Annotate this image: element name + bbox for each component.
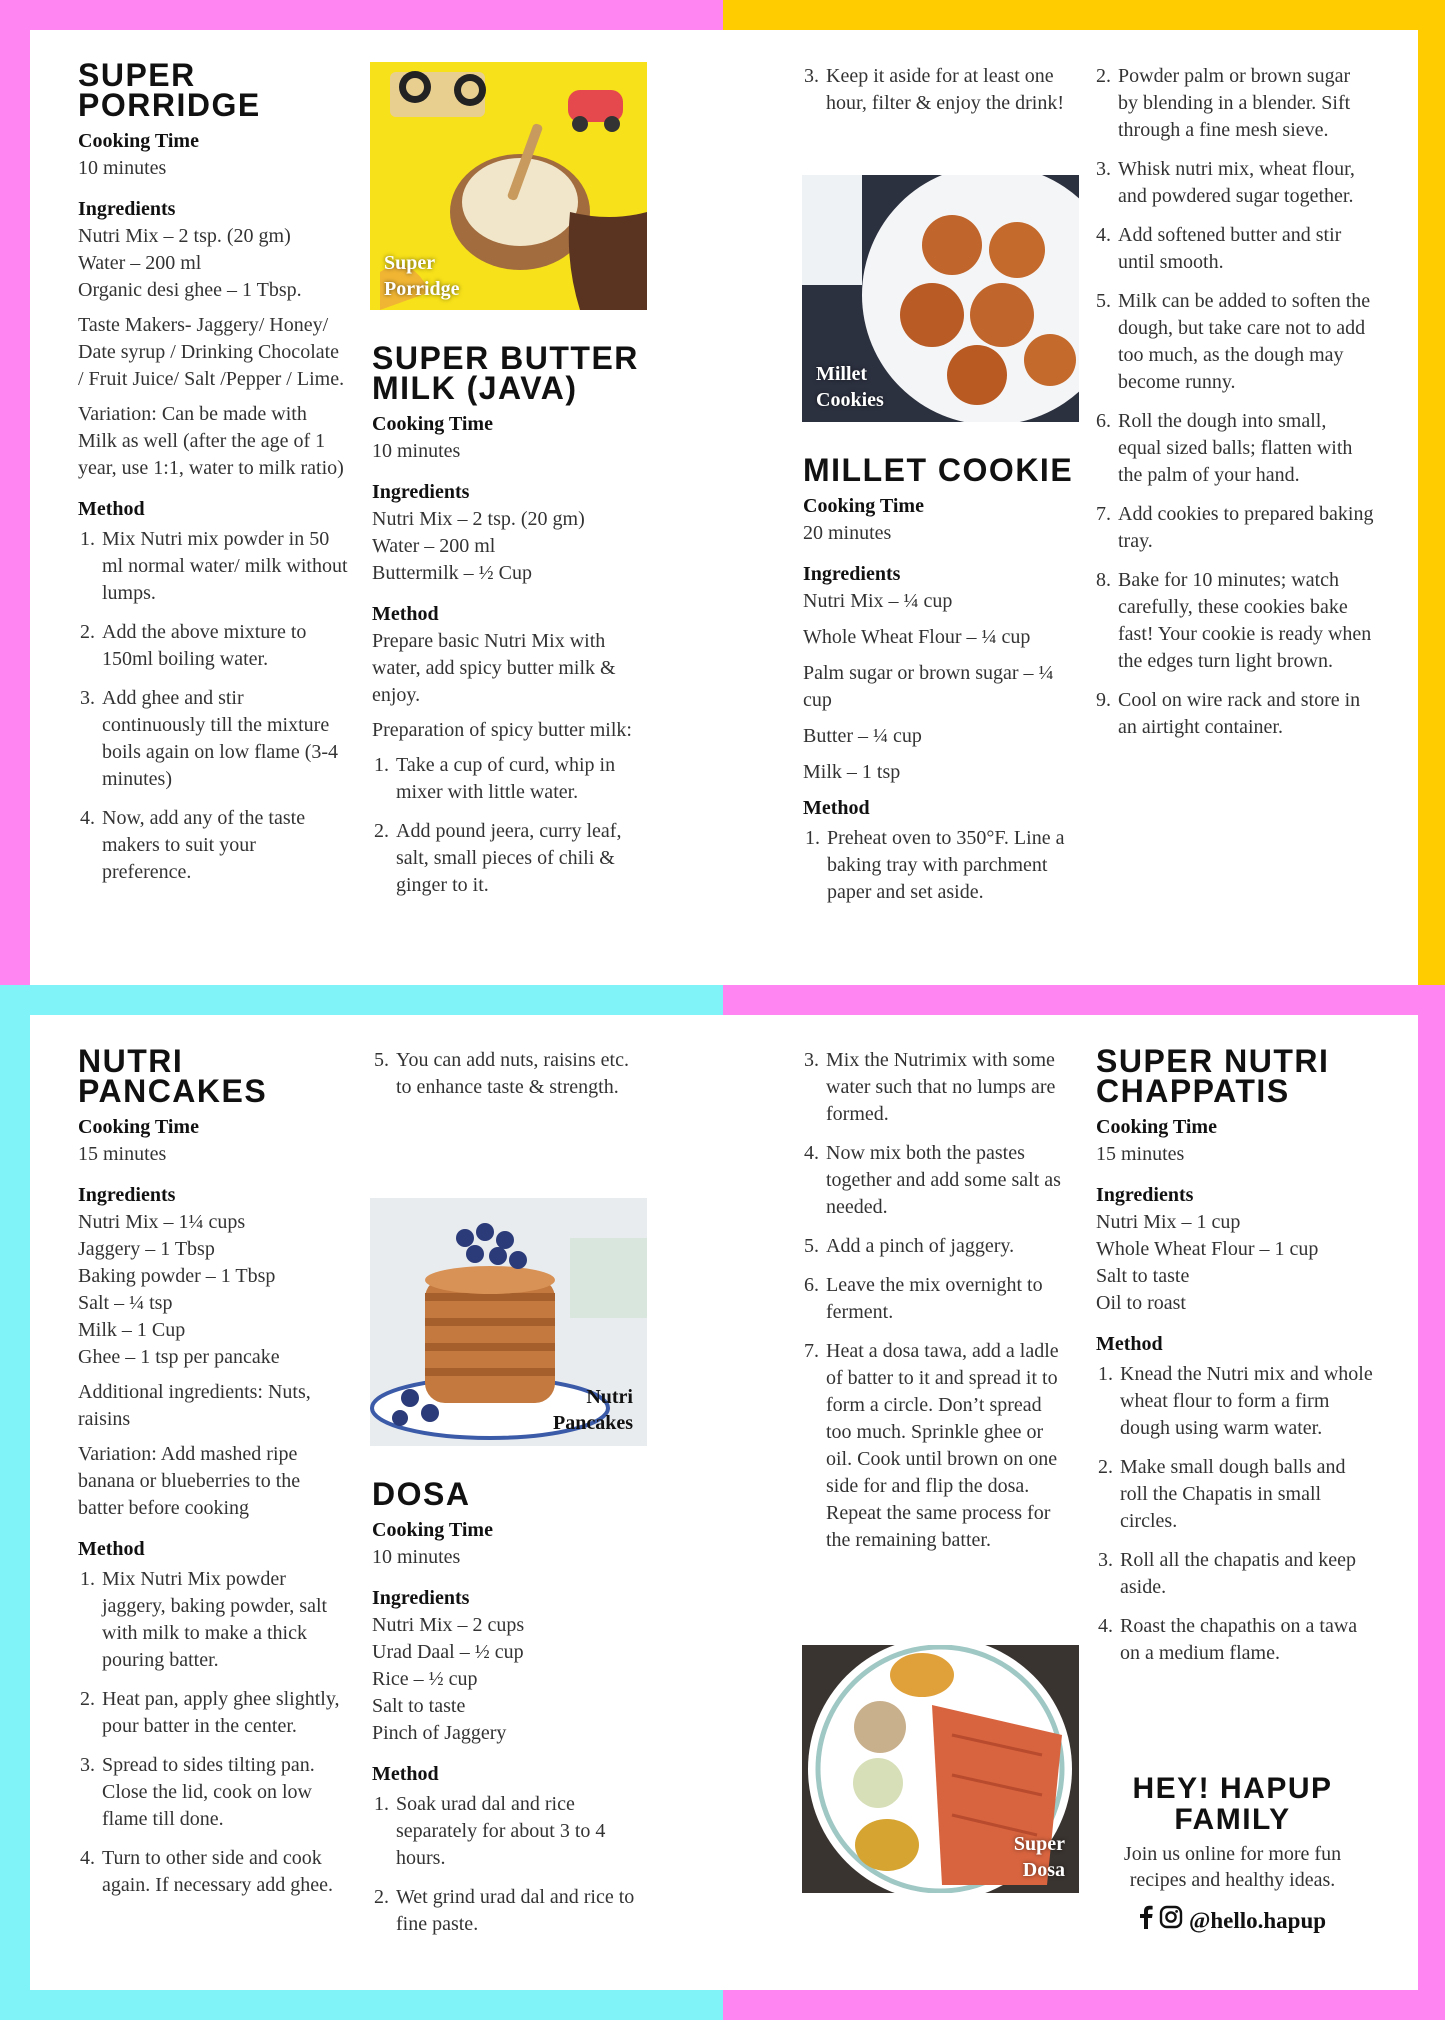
chappatis-section <box>1096 1043 1376 1679</box>
nutri-pancakes-photo <box>370 1198 647 1446</box>
cookie-method-label: Method <box>803 797 870 819</box>
ingredient-item: Nutri Mix – 1 cup <box>1096 1211 1241 1233</box>
porridge-variation: Variation: Can be made with Milk as well (after the age of 1 year, use 1:1, water to milk ratio) <box>78 403 344 479</box>
butter-milk-method-list-continued <box>802 63 1067 117</box>
method-step: 3. Roll all the chapatis and keep aside. <box>1118 1547 1376 1601</box>
dosa-caption: Super Dosa <box>1013 1833 1065 1881</box>
ingredient-item: Milk – 1 tsp <box>803 761 901 783</box>
method-step: 4. Add softened butter and stir until smooth. <box>1116 222 1374 276</box>
dosa-method-label: Method <box>372 1763 439 1785</box>
ingredient-item: Organic desi ghee – 1 Tbsp. <box>78 279 302 301</box>
ingredient-item: Nutri Mix – ¼ cup <box>803 590 953 612</box>
dosa-cooking-time: 10 minutes <box>372 1546 461 1568</box>
porridge-ingredients-label: Ingredients <box>78 198 176 220</box>
ingredient-item: Oil to roast <box>1096 1292 1186 1314</box>
method-step: 6. Roll the dough into small, equal sized balls; flatten with the palm of your hand. <box>1116 408 1374 489</box>
cookie-cooking-time-label: Cooking Time <box>803 495 924 517</box>
super-butter-milk-section <box>372 340 647 911</box>
method-step: 2. Make small dough balls and roll the Chapatis in small circles. <box>1118 1454 1376 1535</box>
method-step: 3. Mix the Nutrimix with some water such that no lumps are formed. <box>824 1047 1067 1128</box>
cookie-ingredients-label: Ingredients <box>803 563 901 585</box>
ingredient-item: Nutri Mix – 2 tsp. (20 gm) <box>372 508 585 530</box>
super-porridge-title: SUPER PORRIDGE <box>78 57 261 123</box>
cookie-method-continued <box>1094 60 1374 753</box>
dosa-method-list <box>372 1791 647 1938</box>
dosa-title: DOSA <box>372 1476 471 1512</box>
pancakes-cooking-time: 15 minutes <box>78 1143 167 1165</box>
ingredient-item: Salt – ¼ tsp <box>78 1292 173 1314</box>
ingredient-item: Salt to taste <box>372 1695 466 1717</box>
instagram-icon[interactable] <box>1159 1905 1183 1935</box>
butter-milk-cooking-time-label: Cooking Time <box>372 413 493 435</box>
super-porridge-photo <box>370 62 647 310</box>
method-step: 9. Cool on wire rack and store in an airtight container. <box>1116 687 1374 741</box>
social-handle[interactable]: @hello.hapup <box>1188 1907 1327 1933</box>
porridge-cooking-time-label: Cooking Time <box>78 130 199 152</box>
ingredient-item: Nutri Mix – 1¼ cups <box>78 1211 246 1233</box>
method-step: 8. Bake for 10 minutes; watch carefully, these cookies bake fast! Your cookie is ready when the edges turn light brown. <box>1116 567 1374 675</box>
ingredient-item: Water – 200 ml <box>372 535 496 557</box>
butter-milk-method-intro: Prepare basic Nutri Mix with water, add spicy butter milk & enjoy. <box>372 630 616 706</box>
ingredient-item: Jaggery – 1 Tbsp <box>78 1238 215 1260</box>
chappatis-method-label: Method <box>1096 1333 1163 1355</box>
chappatis-method-list <box>1096 1361 1376 1667</box>
method-step: 3. Keep it aside for at least one hour, filter & enjoy the drink! <box>824 63 1067 117</box>
cookies-caption: Millet Cookies <box>816 363 884 411</box>
butter-milk-method-label: Method <box>372 603 439 625</box>
chappatis-ingredients-list <box>1096 1209 1376 1317</box>
pancakes-variation: Variation: Add mashed ripe banana or blueberries to the batter before cooking <box>78 1443 301 1519</box>
method-step: 7. Add cookies to prepared baking tray. <box>1116 501 1374 555</box>
pancakes-method-list-continued <box>372 1047 642 1101</box>
method-step: 3. Whisk nutri mix, wheat flour, and powdered sugar together. <box>1116 156 1374 210</box>
method-step: 6. Leave the mix overnight to ferment. <box>824 1272 1067 1326</box>
nutri-pancakes-section <box>78 1043 350 1911</box>
dosa-method-list-continued <box>802 1047 1067 1554</box>
porridge-method-list <box>78 526 348 886</box>
pancakes-title: NUTRI PANCAKES <box>78 1043 268 1109</box>
method-step: 3. Spread to sides tilting pan. Close the lid, cook on low flame till done. <box>100 1752 350 1833</box>
ingredient-item: Urad Daal – ½ cup <box>372 1641 524 1663</box>
hapup-footer <box>1100 1773 1365 1935</box>
pancakes-cooking-time-label: Cooking Time <box>78 1116 199 1138</box>
method-step: 2. Add the above mixture to 150ml boiling water. <box>100 619 348 673</box>
method-step: 2. Powder palm or brown sugar by blending in a blender. Sift through a fine mesh sieve. <box>1116 63 1374 144</box>
porridge-method-label: Method <box>78 498 145 520</box>
method-step: 4. Now, add any of the taste makers to suit your preference. <box>100 805 348 886</box>
method-step: 1. Knead the Nutri mix and whole wheat flour to form a firm dough using warm water. <box>1118 1361 1376 1442</box>
method-step: 4. Now mix both the pastes together and add some salt as needed. <box>824 1140 1067 1221</box>
method-step: 2. Add pound jeera, curry leaf, salt, small pieces of chili & ginger to it. <box>394 818 647 899</box>
method-step: 3. Add ghee and stir continuously till the mixture boils again on low flame (3-4 minutes) <box>100 685 348 793</box>
cookie-method-list <box>803 825 1081 906</box>
super-porridge-section <box>78 57 348 898</box>
ingredient-item: Ghee – 1 tsp per pancake <box>78 1346 280 1368</box>
pancakes-method-continued <box>372 1044 642 1113</box>
butter-milk-cooking-time: 10 minutes <box>372 440 461 462</box>
method-step: 4. Roast the chapathis on a tawa on a medium flame. <box>1118 1613 1376 1667</box>
method-step: 2. Heat pan, apply ghee slightly, pour batter in the center. <box>100 1686 350 1740</box>
method-step: 2. Wet grind urad dal and rice to fine paste. <box>394 1884 647 1938</box>
porridge-taste-makers: Taste Makers- Jaggery/ Honey/ Date syrup / Drinking Chocolate / Fruit Juice/ Salt /Pepper / Lime. <box>78 314 345 390</box>
dosa-method-continued <box>802 1044 1067 1566</box>
ingredient-item: Butter – ¼ cup <box>803 725 922 747</box>
chappatis-ingredients-label: Ingredients <box>1096 1184 1194 1206</box>
method-step: 4. Turn to other side and cook again. If necessary add ghee. <box>100 1845 350 1899</box>
ingredient-item: Buttermilk – ½ Cup <box>372 562 532 584</box>
butter-milk-ingredients-label: Ingredients <box>372 481 470 503</box>
chappatis-title: SUPER NUTRI CHAPPATIS <box>1096 1043 1330 1109</box>
ingredient-item: Rice – ½ cup <box>372 1668 478 1690</box>
butter-milk-method-list <box>372 752 647 899</box>
facebook-icon[interactable] <box>1139 1905 1153 1935</box>
millet-cookie-section <box>803 452 1081 918</box>
pancakes-ingredients-list <box>78 1209 350 1371</box>
porridge-caption: Super Porridge <box>384 252 460 300</box>
method-step: 1. Mix Nutri Mix powder jaggery, baking powder, salt with milk to make a thick pouring batter. <box>100 1566 350 1674</box>
ingredient-item: Milk – 1 Cup <box>78 1319 186 1341</box>
porridge-ingredients-list <box>78 223 348 304</box>
method-step: 1. Take a cup of curd, whip in mixer with little water. <box>394 752 647 806</box>
pancakes-additional: Additional ingredients: Nuts, raisins <box>78 1381 311 1430</box>
porridge-cooking-time: 10 minutes <box>78 157 167 179</box>
ingredient-item: Pinch of Jaggery <box>372 1722 507 1744</box>
millet-cookies-photo <box>802 175 1079 422</box>
butter-milk-title: SUPER BUTTER MILK (JAVA) <box>372 340 639 406</box>
ingredient-item: Whole Wheat Flour – ¼ cup <box>803 626 1031 648</box>
ingredient-item: Nutri Mix – 2 cups <box>372 1614 525 1636</box>
footer-title: HEY! HAPUP FAMILY <box>1132 1772 1333 1836</box>
cookie-method-list-continued <box>1094 63 1374 741</box>
ingredient-item: Palm sugar or brown sugar – ¼ cup <box>803 662 1054 711</box>
ingredient-item: Nutri Mix – 2 tsp. (20 gm) <box>78 225 291 247</box>
ingredient-item: Baking powder – 1 Tbsp <box>78 1265 276 1287</box>
method-step: 1. Preheat oven to 350°F. Line a baking tray with parchment paper and set aside. <box>825 825 1081 906</box>
method-step: 1. Soak urad dal and rice separately for about 3 to 4 hours. <box>394 1791 647 1872</box>
method-step: 7. Heat a dosa tawa, add a ladle of batter to it and spread it to form a circle. Don’t spread too much. Sprinkle ghee or oil. Cook until brown on one side for and flip the dosa. Repeat the same process for the remaining batter. <box>824 1338 1067 1554</box>
butter-milk-prep-label: Preparation of spicy butter milk: <box>372 719 632 741</box>
footer-text: Join us online for more fun recipes and healthy ideas. <box>1123 1843 1342 1891</box>
ingredient-item: Water – 200 ml <box>78 252 202 274</box>
millet-cookie-title: MILLET COOKIE <box>803 452 1074 488</box>
pancakes-method-list <box>78 1566 350 1899</box>
dosa-ingredients-list <box>372 1612 647 1747</box>
method-step: 1. Mix Nutri mix powder in 50 ml normal water/ milk without lumps. <box>100 526 348 607</box>
pancakes-ingredients-label: Ingredients <box>78 1184 176 1206</box>
ingredient-item: Salt to taste <box>1096 1265 1190 1287</box>
dosa-cooking-time-label: Cooking Time <box>372 1519 493 1541</box>
butter-milk-continued <box>802 60 1067 129</box>
chappatis-cooking-time-label: Cooking Time <box>1096 1116 1217 1138</box>
social-row <box>1100 1905 1365 1935</box>
pancakes-caption: Nutri Pancakes <box>553 1386 633 1434</box>
method-step: 5. You can add nuts, raisins etc. to enhance taste & strength. <box>394 1047 642 1101</box>
cookie-cooking-time: 20 minutes <box>803 522 892 544</box>
pancakes-method-label: Method <box>78 1538 145 1560</box>
dosa-ingredients-label: Ingredients <box>372 1587 470 1609</box>
method-step: 5. Milk can be added to soften the dough, but take care not to add too much, as the dough may become runny. <box>1116 288 1374 396</box>
super-dosa-photo <box>802 1645 1079 1893</box>
chappatis-cooking-time: 15 minutes <box>1096 1143 1185 1165</box>
butter-milk-ingredients-list <box>372 506 647 587</box>
ingredient-item: Whole Wheat Flour – 1 cup <box>1096 1238 1319 1260</box>
dosa-section <box>372 1476 647 1950</box>
method-step: 5. Add a pinch of jaggery. <box>824 1233 1067 1260</box>
cookie-ingredients-list <box>803 588 1081 786</box>
